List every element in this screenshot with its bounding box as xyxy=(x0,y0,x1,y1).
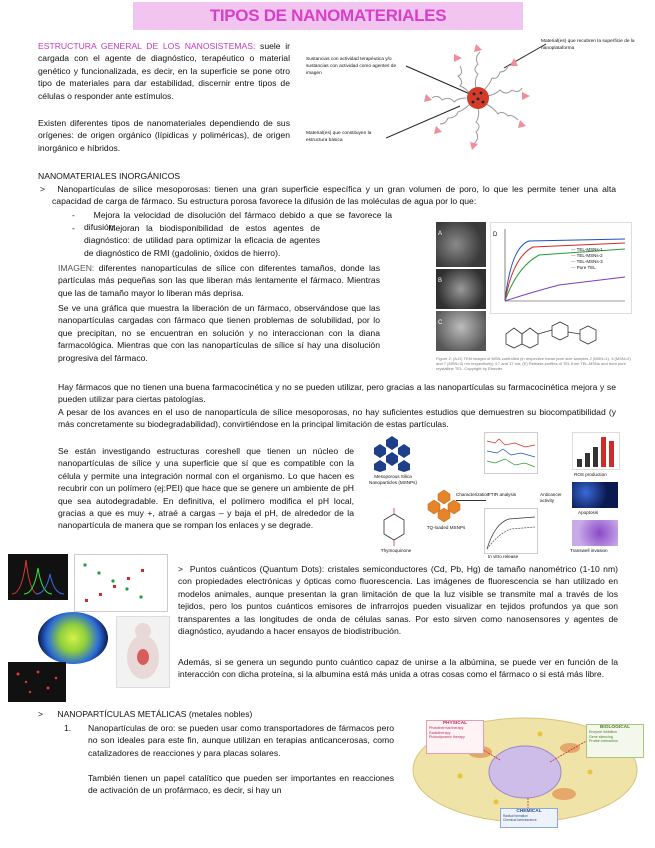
intro-paragraph xyxy=(38,40,290,102)
dash-item-2-wrap xyxy=(62,222,320,259)
msn-hexagons xyxy=(372,432,412,472)
page-title: TIPOS DE NANOMATERIALES xyxy=(209,6,447,25)
studies-paragraph: A pesar de los avances en el uso de nanopartícula de sílice mesoporosas, no hay suficientes estudios que demuestren su biocompatibilidad (y más concretamente su biodegradabilidad), convirtiéndose en la principal limitación de estas partículas. xyxy=(58,407,616,430)
apoptosis-label: Apoptosis xyxy=(578,510,599,515)
intro-text: suele ir cargada con el agente de diagnóstico, terapéutico o material genético y funcionalizada, es decir, en la superficie se pone otro tipo de materiales para dar estabilidad, discernir entre tipos de células o responder ante estímulos. xyxy=(38,41,290,101)
gold-number: 1. xyxy=(64,723,72,733)
tem-panel-b: B xyxy=(436,269,486,309)
nanosystem-diagram xyxy=(296,38,651,158)
chemical-box xyxy=(500,808,558,828)
char-label: Characterization xyxy=(456,492,490,497)
tq-label: TQ-loaded MSNPs xyxy=(426,525,466,530)
image-label: IMAGEN: xyxy=(58,263,95,273)
transwell-label: Transwell invasion xyxy=(570,548,608,553)
qd-plot-panel xyxy=(74,554,168,612)
diagram-label-left: Sustancias con actividad terapéutica y/o sustancias con actividad como agentes de imagen xyxy=(306,57,397,76)
anticancer-label: Anticancer activity xyxy=(540,492,562,503)
dash-item-2: - Mejoran la biodisponibilidad de estos agentes de diagnóstico: de utilidad para optimizar la eficacia de agentes de diagnóstico de RMI (gadolinio, óxidos de hierro). xyxy=(72,223,320,258)
msn-label: Mesoporous Silica Nanoparticles (MSNPs) xyxy=(369,474,417,485)
msn-figure xyxy=(360,428,620,568)
apoptosis-image xyxy=(572,482,618,508)
metal-heading: > NANOPARTÍCULAS METÁLICAS (metales nobles) xyxy=(38,709,253,719)
release-label: In vitro release xyxy=(488,554,519,559)
transwell-image xyxy=(572,520,618,546)
diagram-label-bottom: Material(es) que constituyen la estructura básica xyxy=(306,131,372,143)
graph-paragraph: Se ve una gráfica que muestra la liberación de un fármaco, observándose que las nanopartículas cargadas con fármaco que tienen problemas de solubilidad, por lo que precipitan, no se encuentran en solución y no interaccionan con la diana farmacológica. Mientras que con las nanopartículas de sílice sí hay una disolución progresiva del fármaco. xyxy=(58,303,380,363)
coreshell-paragraph: Se están investigando estructuras coreshell que tienen un núcleo de nanopartículas de sílice y una superficie que sí que es compatible con la célula y permite una integración normal con el organismo. Lo que hacen es recubrir con un polímero (ej:PEI) que hace que se genere un ambiente de pH que sea autodegradable. En definitiva, el polímero modifica el pH local, gracias a que es muy +, atraé a cargas – y baja el pH, de alrededor de la nanopartícula de manera que se rompan los enlaces y se degrade. xyxy=(58,446,354,531)
intro-heading: ESTRUCTURA GENERAL DE LOS NANOSISTEMAS: xyxy=(38,41,256,51)
quantum-figure xyxy=(4,552,172,704)
thymo-label: Thymoquinone xyxy=(380,548,412,553)
physical-items: Photothermal therapy Radiotherapy Photodynamic therapy xyxy=(429,726,465,740)
intro-text-2: Existen diferentes tipos de nanomateriales dependiendo de sus orígenes: de origen orgánico (lípidicas y poliméricas), de origen inorgánico e híbridos. xyxy=(38,118,290,153)
diagram-label-top-right: Material(es) que recubren la superficie de la nanoplataforma xyxy=(541,39,635,51)
gold-paragraph-2: También tienen un papel catalítico que pueden ser importantes en reacciones de activación de un profármaco, es decir, si hay un xyxy=(88,773,394,796)
nanoparticle-illustration xyxy=(386,38,556,156)
pk-paragraph: Hay fármacos que no tienen una buena farmacocinética y no se pueden utilizar, pero gracias a las nanopartículas su farmacocinética mejora y se pueden utilizar para ciertas patologías. xyxy=(58,382,616,405)
release-caption: Figure 2: (A-D) TEM images of MSN-controlled (in respective mean pore size samples 2 (MSN=1), 3 (MSN=2) and 7 (MSN=3) nm respectively) 4.7 and 17 nm; (E) Release profiles of TEL from TEL-MSNs and from pure crystalline TEL. Copyright by Elsevier. xyxy=(436,356,631,371)
tem-panel-a: A xyxy=(436,222,486,267)
release-figure xyxy=(436,222,632,372)
ros-bars xyxy=(572,432,620,470)
quantum-paragraph-2: Además, si se genera un segundo punto cuántico capaz de unirse a la albúmina, se puede ver en función de la interacción con dicha proteína, si la albumina está más unida a otras cosas como el fármaco o si está más libre. xyxy=(178,657,618,680)
physical-label: PHYSICAL xyxy=(442,721,468,726)
intro-paragraph-2 xyxy=(38,117,290,154)
title-banner xyxy=(133,2,523,30)
qd-tissue-image xyxy=(8,662,66,702)
chem-items: Radical formation Chemical luminescence xyxy=(503,814,537,822)
bio-items: Enzyme inhibition Gene silencing Protein interaction xyxy=(589,730,618,744)
gold-paragraph: Nanopartículas de oro: se pueden usar como transportadores de fármacos pero no son ideales para este fin, aunque utilizan en terapias anticancerosas, como catalizadores de reacciones y para placas solares. xyxy=(88,723,394,758)
qd-spectrum-panel xyxy=(8,554,68,600)
ros-label: ROS production xyxy=(574,472,607,477)
silica-bullet xyxy=(38,183,616,208)
release-legend: — TEL-MSNs-1 — TEL-MSNs-2 — TEL-MSNs-3 — Pure TEL xyxy=(571,247,603,270)
cell-figure xyxy=(400,712,650,828)
release-plot xyxy=(484,508,538,554)
bullet-marker: > xyxy=(40,184,46,194)
biological-box xyxy=(586,724,644,758)
biological-label: BIOLOGICAL xyxy=(599,725,631,730)
inorganic-heading: NANOMATERIALES INORGÁNICOS xyxy=(38,171,181,181)
ftir-plot xyxy=(484,432,538,474)
molecule-structure xyxy=(496,316,616,354)
dash-item-1: - Mejora la velocidad de disolución del fármaco debido a que se favorece la difusión. xyxy=(72,210,392,233)
release-chart-panel: D — TEL-MSNs-1 — TEL-MSNs-2 — TEL-MSNs-3 — Pure TEL xyxy=(490,222,632,314)
release-curves xyxy=(499,227,627,307)
physical-box xyxy=(426,720,484,754)
silica-text: Nanopartículas de sílice mesoporosas: tienen una gran superficie específica y un gran volumen de poro, lo que les permite tener una alta capacidad de carga de fármaco. Su estructura porosa favorece la difusión de las moléculas de agua por lo que: xyxy=(52,184,616,207)
arrow-char xyxy=(456,500,486,501)
thymoquinone-structure xyxy=(376,508,412,548)
tem-panel-c: C xyxy=(436,311,486,351)
quantum-paragraph: > Puntos cuánticos (Quantum Dots): cristales semiconductores (Cd, Pb, Hg) de tamaño nanométrico (1-10 nm) con propiedades electrónicas y ópticas como fluorescencia. Las imágenes de fluorescencia se han utilizado en modelos animales, aunque presentan la gran limitación de que la luz visible se transmite mal a través de los tejidos, pero los puntos cuánticos emisores de infrarrojos pueden visualizar en tejidos profundos ya que son transparentes a las longitudes de onda de células sanas. Por esto sirven como nanosensores y agentes de diagnóstico, ayudando a hacer ensayos de biodistribución. xyxy=(178,564,618,637)
qd-particle xyxy=(38,612,108,664)
image-paragraph: IMAGEN: diferentes nanopartículas de sílice con diferentes tamaños, donde las partículas más pequeñas son las que liberan más lentamente el fármaco. Mientras que las de tamaño mayor lo liberan más deprisa. xyxy=(58,263,380,298)
qd-mouse-image xyxy=(116,616,170,688)
ftir-label: FTIR analysis xyxy=(488,492,517,497)
chemical-label: CHEMICAL xyxy=(516,809,542,814)
